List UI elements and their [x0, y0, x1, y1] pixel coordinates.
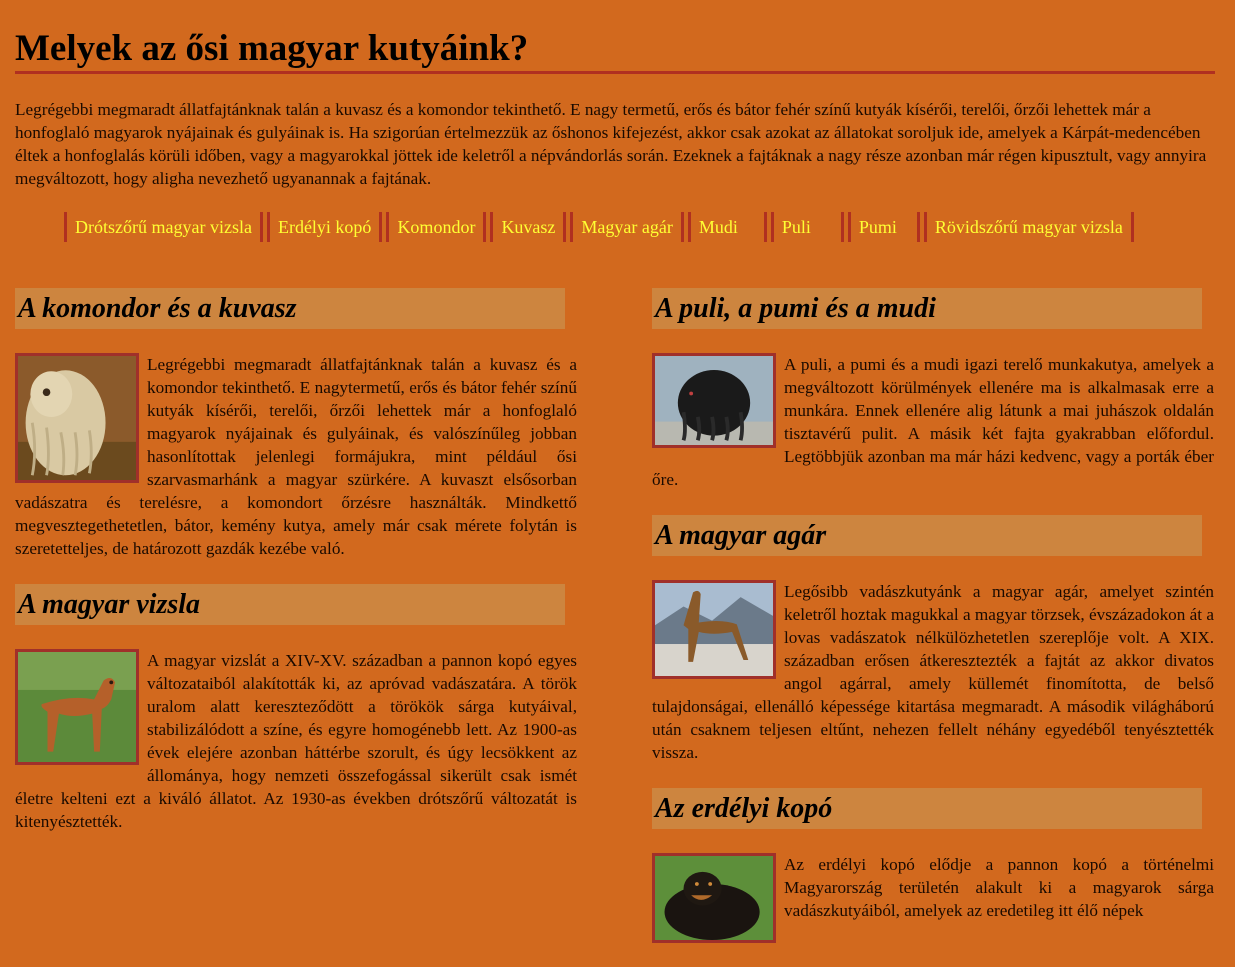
- nav-link-kuvasz[interactable]: Kuvasz: [490, 212, 566, 242]
- section-text: A puli, a pumi és a mudi igazi terelő munkakutya, amelyek a megváltozott körülmények ellenére ma is alkalmasak erre a munkára. Ennek ellenére alig látunk a mai juhászok oldalán tisztavérű pulit. A másik két fajta gyakrabban előfordul. Legtöbbjük azonban ma már házi kedvenc, vagy a porták éber őre.: [652, 355, 1214, 489]
- section-magyar-agar: [652, 515, 1214, 764]
- page: [15, 0, 1215, 920]
- nav-link-erdelyi-kopo[interactable]: Erdélyi kopó: [267, 212, 382, 242]
- nav-link-magyar-agar[interactable]: Magyar agár: [570, 212, 683, 242]
- section-title: A magyar agár: [652, 515, 1202, 556]
- nav-link-drotszoru-vizsla[interactable]: Drótszőrű magyar vizsla: [64, 212, 263, 242]
- section-puli-pumi-mudi: [652, 288, 1214, 491]
- nav-link-mudi[interactable]: Mudi: [688, 212, 767, 242]
- right-column: [652, 288, 1214, 967]
- section-magyar-vizsla: [15, 584, 577, 833]
- nav-link-pumi[interactable]: Pumi: [848, 212, 920, 242]
- intro-paragraph: Legrégebbi megmaradt állatfajtánknak talán a kuvasz és a komondor tekinthető. E nagy termetű, erős és bátor fehér színű kutyák kísérői, terelői, őrzői lehettek már a honfoglaló magyarok nyájainak és gulyáinak is. Ha szigorúan értelmezzük az őshonos kifejezést, akkor csak azokat az állatokat soroljuk ide, amelyek a Kárpát-medencében éltek a honfoglalás körüli időben, vagy a magyarokkal jöttek ide keletről a népvándorlás során. Ezeknek a fajtáknak a nagy része azonban már régen kipusztult, vagy annyira megváltozott, hogy aligha nevezhető ugyanannak a fajtának.: [15, 100, 1207, 188]
- section-title: A komondor és a kuvasz: [15, 288, 565, 329]
- section-text: Az erdélyi kopó elődje a pannon kopó a történelmi Magyarország területén alakult ki a magyarok sárga vadászkutyáiból, amelyek az eredetileg itt élő népek: [784, 855, 1214, 920]
- section-text: Legősibb vadászkutyánk a magyar agár, amelyet szintén keletről hoztak magukkal a magyar törzsek, évszázadokon át a lovas vadászatok nélkülözhetetlen szereplője volt. A XIX. században erősen átkeresztezték a fajtát az akkor divatos angol agárral, amely küllemét finomította, de belső tulajdonságai, ellenálló képessége kitartása megmaradt. A második világháború után csaknem teljesen eltűnt, nehezen fellelt néhány egyedéből tenyésztették vissza.: [652, 582, 1214, 762]
- section-title: A puli, a pumi és a mudi: [652, 288, 1202, 329]
- page-title: Melyek az ősi magyar kutyáink?: [15, 0, 1215, 74]
- vizsla-photo: [15, 649, 139, 765]
- komondor-photo: [15, 353, 139, 483]
- section-erdelyi-kopo: [652, 788, 1214, 943]
- breed-nav: [64, 212, 1138, 244]
- section-komondor-kuvasz: [15, 288, 577, 560]
- agar-photo: [652, 580, 776, 679]
- section-text: A magyar vizslát a XIV-XV. században a pannon kopó egyes változataiból alakították ki, az apróvad vadászatára. A török uralom alatt kereszteződött a törökök sárga kutyáival, stabilizálódott a színe, és egyre homogénebb lett. Az 1900-as évek elejére azonban háttérbe szorult, és úgy lecsökkent az állománya, hogy nemzeti összefogással sikerült csak ismét életre kelteni ezt a kiváló állatot. Az 1930-as években drótszőrű változatát is kitenyésztették.: [15, 651, 577, 831]
- section-title: A magyar vizsla: [15, 584, 565, 625]
- nav-link-puli[interactable]: Puli: [771, 212, 844, 242]
- section-title: Az erdélyi kopó: [652, 788, 1202, 829]
- puli-photo: [652, 353, 776, 448]
- left-column: [15, 288, 577, 857]
- section-text: Legrégebbi megmaradt állatfajtánknak talán a kuvasz és a komondor tekinthető. E nagytermetű, erős és bátor fehér színű kutyák kísérői, terelői, őrzői lehettek már a honfoglaló magyarok nyájainak és gulyáinak, és valószínűleg jobban hasonlítottak jelenlegi formájukra, mint például ősi szarvasmarhánk a magyar szürkére. A kuvaszt elsősorban vadászatra és terelésre, a komondort őrzésre használták. Mindkettő megvesztegethetetlen, bátor, kemény kutya, amely már csak mérete folytán is szeretetteljes, de határozott gazdák kezébe való.: [15, 355, 577, 558]
- nav-link-komondor[interactable]: Komondor: [386, 212, 486, 242]
- nav-link-rovidszoru-vizsla[interactable]: Rövidszőrű magyar vizsla: [924, 212, 1134, 242]
